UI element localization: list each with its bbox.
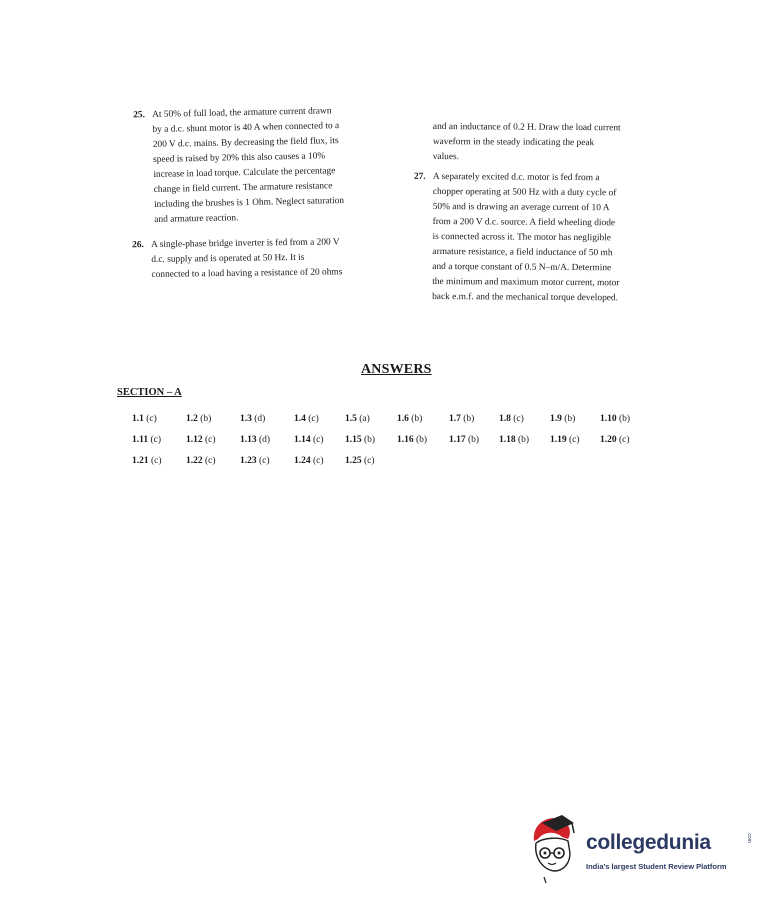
answer-option: (c) [205,435,216,445]
answer-cell [499,435,529,445]
text-line: including the brushes is 1 Ohm. Neglect saturation [153,195,345,210]
answer-question-number: 1.21 [132,456,149,466]
answer-question-number: 1.19 [550,435,567,445]
answer-option: (c) [205,456,216,466]
answer-option: (c) [619,435,630,445]
text-line: is connected across it. The motor has negligible [432,231,612,244]
answer-cell [449,435,479,445]
answer-cell [132,435,161,445]
answer-option: (b) [564,414,576,424]
answer-cell [345,414,370,424]
answer-question-number: 1.18 [499,435,516,445]
text-line: change in field current. The armature resistance [153,181,333,195]
text-line: the minimum and maximum motor current, motor [432,276,620,289]
answer-question-number: 1.15 [345,435,362,445]
answer-option: (b) [411,414,423,424]
answer-question-number: 1.7 [449,414,461,424]
answer-question-number: 1.24 [294,456,311,466]
answers-heading: ANSWERS [361,362,432,377]
answer-question-number: 1.11 [132,435,149,445]
text-line: d.c. supply and is operated at 50 Hz. It is [151,252,305,265]
question-27 [413,170,659,307]
answer-option: (b) [463,414,475,424]
question-25 [133,103,392,228]
answer-question-number: 1.1 [132,414,144,424]
answer-question-number: 1.10 [600,414,617,424]
answer-cell [186,456,216,466]
answer-cell [397,435,427,445]
question-text [151,235,388,283]
answer-option: (c) [569,435,580,445]
answer-option: (d) [259,435,271,445]
question-number: 27. [413,171,426,182]
text-line: from a 200 V d.c. source. A field wheeling diode [432,216,616,229]
answer-option: (b) [200,414,212,424]
student-mascot-icon [534,815,574,883]
text-line: 50% and is drawing an average current of 10 A [432,201,610,214]
answer-cell [600,435,630,445]
answer-question-number: 1.13 [240,435,257,445]
answer-question-number: 1.25 [345,456,362,466]
answer-cell [550,414,575,424]
answer-cell [345,456,375,466]
answer-option: (b) [619,414,631,424]
text-line: connected to a load having a resistance of 20 ohms [151,267,343,280]
answer-question-number: 1.17 [449,435,466,445]
answer-cell [132,456,162,466]
answer-cell [240,414,265,424]
answer-option: (a) [359,414,370,424]
text-line: and armature reaction. [154,213,239,225]
text-line: increase in load torque. Calculate the percentage [153,166,336,180]
question-number: 26. [132,240,144,251]
answer-cell [499,414,524,424]
text-line: armature resistance, a field inductance of 50 mh [432,246,613,259]
text-line: 200 V d.c. mains. By decreasing the field flux, its [152,136,339,150]
text-line: chopper operating at 500 Hz with a duty cycle of [432,186,617,199]
answer-option: (d) [254,414,266,424]
text-line: and an inductance of 0.2 H. Draw the load current [432,121,621,134]
answer-cell [132,414,157,424]
answer-question-number: 1.14 [294,435,311,445]
answer-cell [294,456,324,466]
text-line: values. [432,151,460,163]
text-line: speed is raised by 20% this also causes a 10% [152,151,326,165]
question-text [432,170,659,307]
answer-option: (c) [308,414,319,424]
answer-question-number: 1.8 [499,414,511,424]
answer-option: (c) [364,456,375,466]
answer-option: (c) [259,456,270,466]
answer-cell [240,456,270,466]
answer-option: (b) [364,435,376,445]
answer-option: (c) [313,435,324,445]
question-number: 25. [133,110,145,121]
answer-question-number: 1.12 [186,435,203,445]
answer-question-number: 1.2 [186,414,198,424]
answer-option: (c) [146,414,157,424]
answer-cell [240,435,270,445]
text-line: A separately excited d.c. motor is fed from a [432,171,600,184]
answer-cell [449,414,474,424]
text-line: back e.m.f. and the mechanical torque developed. [432,291,619,304]
logo-dotcom: .com [746,832,752,843]
answer-cell [294,435,324,445]
question-26-continuation [433,120,657,167]
answer-option: (c) [150,435,162,445]
answer-question-number: 1.6 [397,414,409,424]
answer-option: (c) [513,414,524,424]
text-line: by a d.c. shunt motor is 40 A when connected to a [152,121,340,135]
question-26 [132,235,388,283]
answer-cell [186,414,211,424]
answer-option: (b) [416,435,428,445]
answer-question-number: 1.23 [240,456,257,466]
answer-cell [550,435,580,445]
answer-cell [345,435,375,445]
answer-question-number: 1.20 [600,435,617,445]
answer-option: (b) [518,435,530,445]
text-line: waveform in the steady indicating the peak [432,136,595,149]
question-text [433,120,657,167]
answer-question-number: 1.3 [240,414,252,424]
answer-question-number: 1.9 [550,414,562,424]
answer-option: (b) [468,435,480,445]
question-text [152,103,392,228]
answer-option: (c) [313,456,324,466]
answer-question-number: 1.22 [186,456,203,466]
answer-cell [397,414,422,424]
logo-wordmark: collegedunia [586,831,711,854]
logo-tagline: India's largest Student Review Platform [586,862,727,871]
answer-question-number: 1.5 [345,414,357,424]
answer-cell [600,414,630,424]
text-line: At 50% of full load, the armature current drawn [152,106,332,120]
answer-option: (c) [151,456,162,466]
answer-question-number: 1.16 [397,435,414,445]
answer-cell [186,435,216,445]
text-line: A single-phase bridge inverter is fed from a 200 V [151,237,340,250]
answer-cell [294,414,319,424]
answer-question-number: 1.4 [294,414,306,424]
section-heading: SECTION – A [117,387,182,398]
text-line: and a torque constant of 0.5 N–m/A. Determine [432,261,612,274]
